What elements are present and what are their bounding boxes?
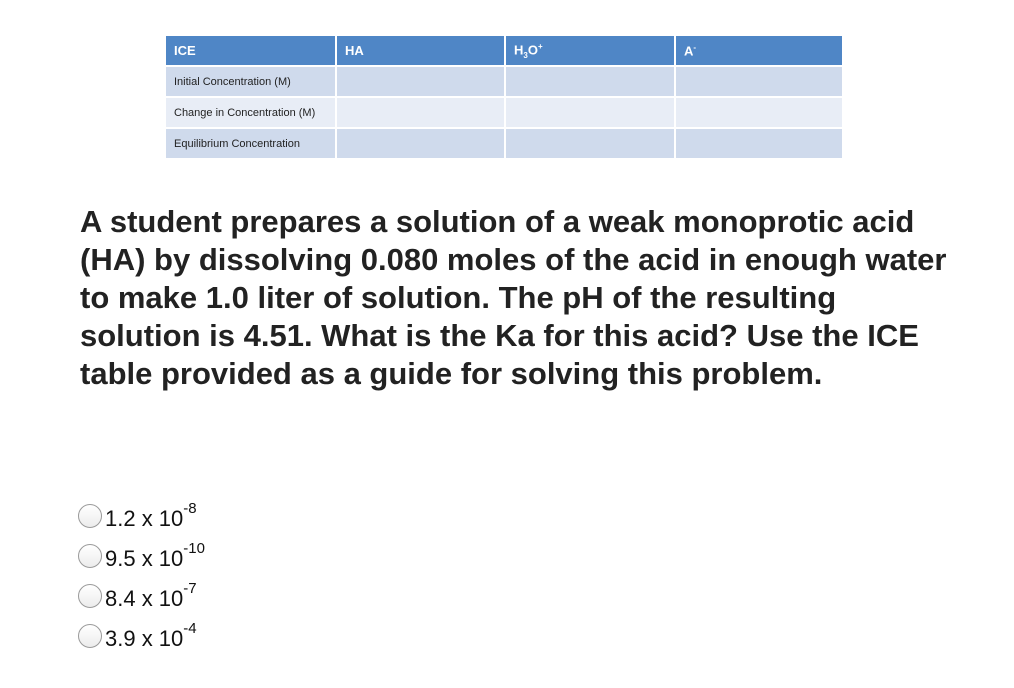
choice-mantissa: 1.2 x 10 — [105, 506, 184, 531]
answer-choice-1[interactable] — [78, 496, 205, 536]
ice-table — [166, 36, 844, 160]
row-label: Equilibrium Concentration — [166, 128, 336, 159]
header-a-sup: - — [693, 42, 697, 52]
cell-h3o — [505, 66, 675, 97]
question-text: A student prepares a solution of a weak monoprotic acid (HA) by dissolving 0.080 moles of the acid in enough water to make 1.0 liter of solution. The pH of the resulting solution is 4.51. What is the Ka for this acid? Use the ICE table provided as a guide for solving this problem. — [80, 204, 947, 391]
choice-label[interactable] — [105, 619, 197, 652]
radio-button[interactable] — [78, 504, 102, 528]
table-row — [166, 66, 843, 97]
cell-h3o — [505, 97, 675, 128]
answer-choice-2[interactable] — [78, 536, 205, 576]
table-row — [166, 128, 843, 159]
choice-mantissa: 8.4 x 10 — [105, 586, 184, 611]
header-a-main: A — [684, 43, 694, 59]
choice-exponent: -8 — [183, 499, 197, 517]
cell-a — [675, 128, 843, 159]
answer-choice-4[interactable] — [78, 616, 205, 656]
cell-ha — [336, 66, 505, 97]
cell-a — [675, 66, 843, 97]
header-h3o-o: O — [527, 41, 538, 57]
cell-h3o — [505, 128, 675, 159]
cell-ha — [336, 97, 505, 128]
table-row — [166, 97, 843, 128]
header-ha: HA — [336, 36, 505, 66]
radio-button[interactable] — [78, 584, 102, 608]
header-ice: ICE — [166, 36, 336, 66]
ice-table-header-row — [166, 36, 843, 66]
cell-a — [675, 97, 843, 128]
header-h3o-sub: 3 — [523, 50, 528, 60]
header-h3o — [505, 36, 675, 66]
choice-mantissa: 3.9 x 10 — [105, 626, 184, 651]
radio-button[interactable] — [78, 624, 102, 648]
choice-label[interactable] — [105, 499, 197, 532]
cell-ha — [336, 128, 505, 159]
header-a — [675, 36, 843, 66]
radio-button[interactable] — [78, 544, 102, 568]
choice-label[interactable] — [105, 579, 197, 612]
row-label: Initial Concentration (M) — [166, 66, 336, 97]
choice-exponent: -7 — [183, 579, 197, 597]
row-label: Change in Concentration (M) — [166, 97, 336, 128]
choice-exponent: -10 — [183, 539, 205, 557]
header-h3o-h: H — [514, 41, 524, 57]
header-h3o-sup: + — [537, 41, 543, 51]
choice-exponent: -4 — [183, 619, 197, 637]
choice-mantissa: 9.5 x 10 — [105, 546, 184, 571]
choice-label[interactable] — [105, 539, 205, 572]
answer-choices — [78, 496, 205, 656]
answer-choice-3[interactable] — [78, 576, 205, 616]
